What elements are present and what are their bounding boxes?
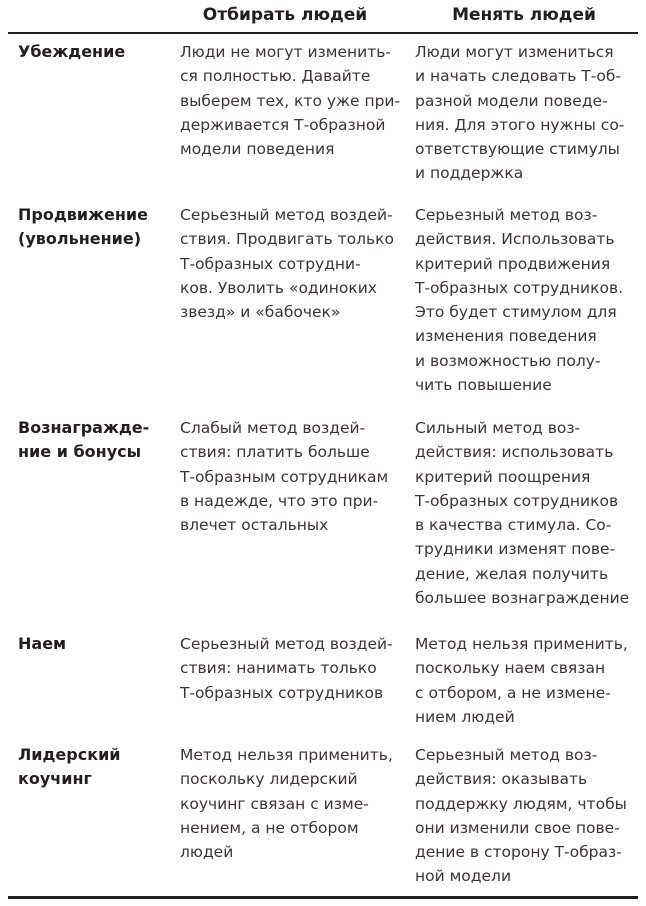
row-label: Продвижение (увольнение) [18, 205, 148, 248]
select-people-cell: Слабый метод воздей- ствия: платить больше Т-образным сотрудникам в надежде, что это при- влечет остальных [180, 419, 389, 535]
change-people-cell: Метод нельзя применить, поскольку наем связан с отбором, а не измене- нием людей [415, 635, 628, 726]
column-header-select: Отбирать людей [202, 5, 368, 25]
change-people-cell: Серьезный метод воз- действия: оказывать поддержку людям, чтобы они изменили свое пове- дение в сторону Т-образ- ной модели [415, 746, 627, 886]
row-label: Убеждение [18, 42, 126, 61]
column-header-change: Менять людей [452, 5, 596, 25]
select-people-cell: Серьезный метод воздей- ствия: нанимать только Т-образных сотрудников [180, 635, 393, 702]
row-label: Лидерский коучинг [18, 745, 121, 788]
select-people-cell: Серьезный метод воздей- ствия. Продвигать только Т-образных сотрудни- ков. Уволить «одиноких звезд» и «бабочек» [180, 206, 394, 322]
row-label: Вознагражде- ние и бонусы [18, 418, 150, 461]
table-bottom-rule [8, 896, 638, 899]
change-people-cell: Серьезный метод воз- действия. Использовать критерий продвижения Т-образных сотрудников. Это будет стимулом для изменения поведения и возможностью полу- чить повышение [415, 206, 624, 395]
change-people-cell: Люди могут измениться и начать следовать Т-об- разной модели поведе- ния. Для этого нужны со- ответствующие стимулы и поддержка [415, 43, 625, 183]
select-people-cell: Люди не могут изменить- ся полностью. Давайте выберем тех, кто уже при- держивается Т-образной модели поведения [180, 43, 401, 159]
table-top-rule [8, 32, 638, 34]
change-people-cell: Сильный метод воз- действия: использовать критерий поощрения Т-образных сотрудников в качества стимула. Со- трудники изменят пове- дение, желая получить большее вознаграждение [415, 419, 630, 608]
row-label: Наем [18, 634, 67, 653]
select-people-cell: Метод нельзя применить, поскольку лидерский коучинг связан с изме- нением, а не отбором людей [180, 746, 393, 862]
